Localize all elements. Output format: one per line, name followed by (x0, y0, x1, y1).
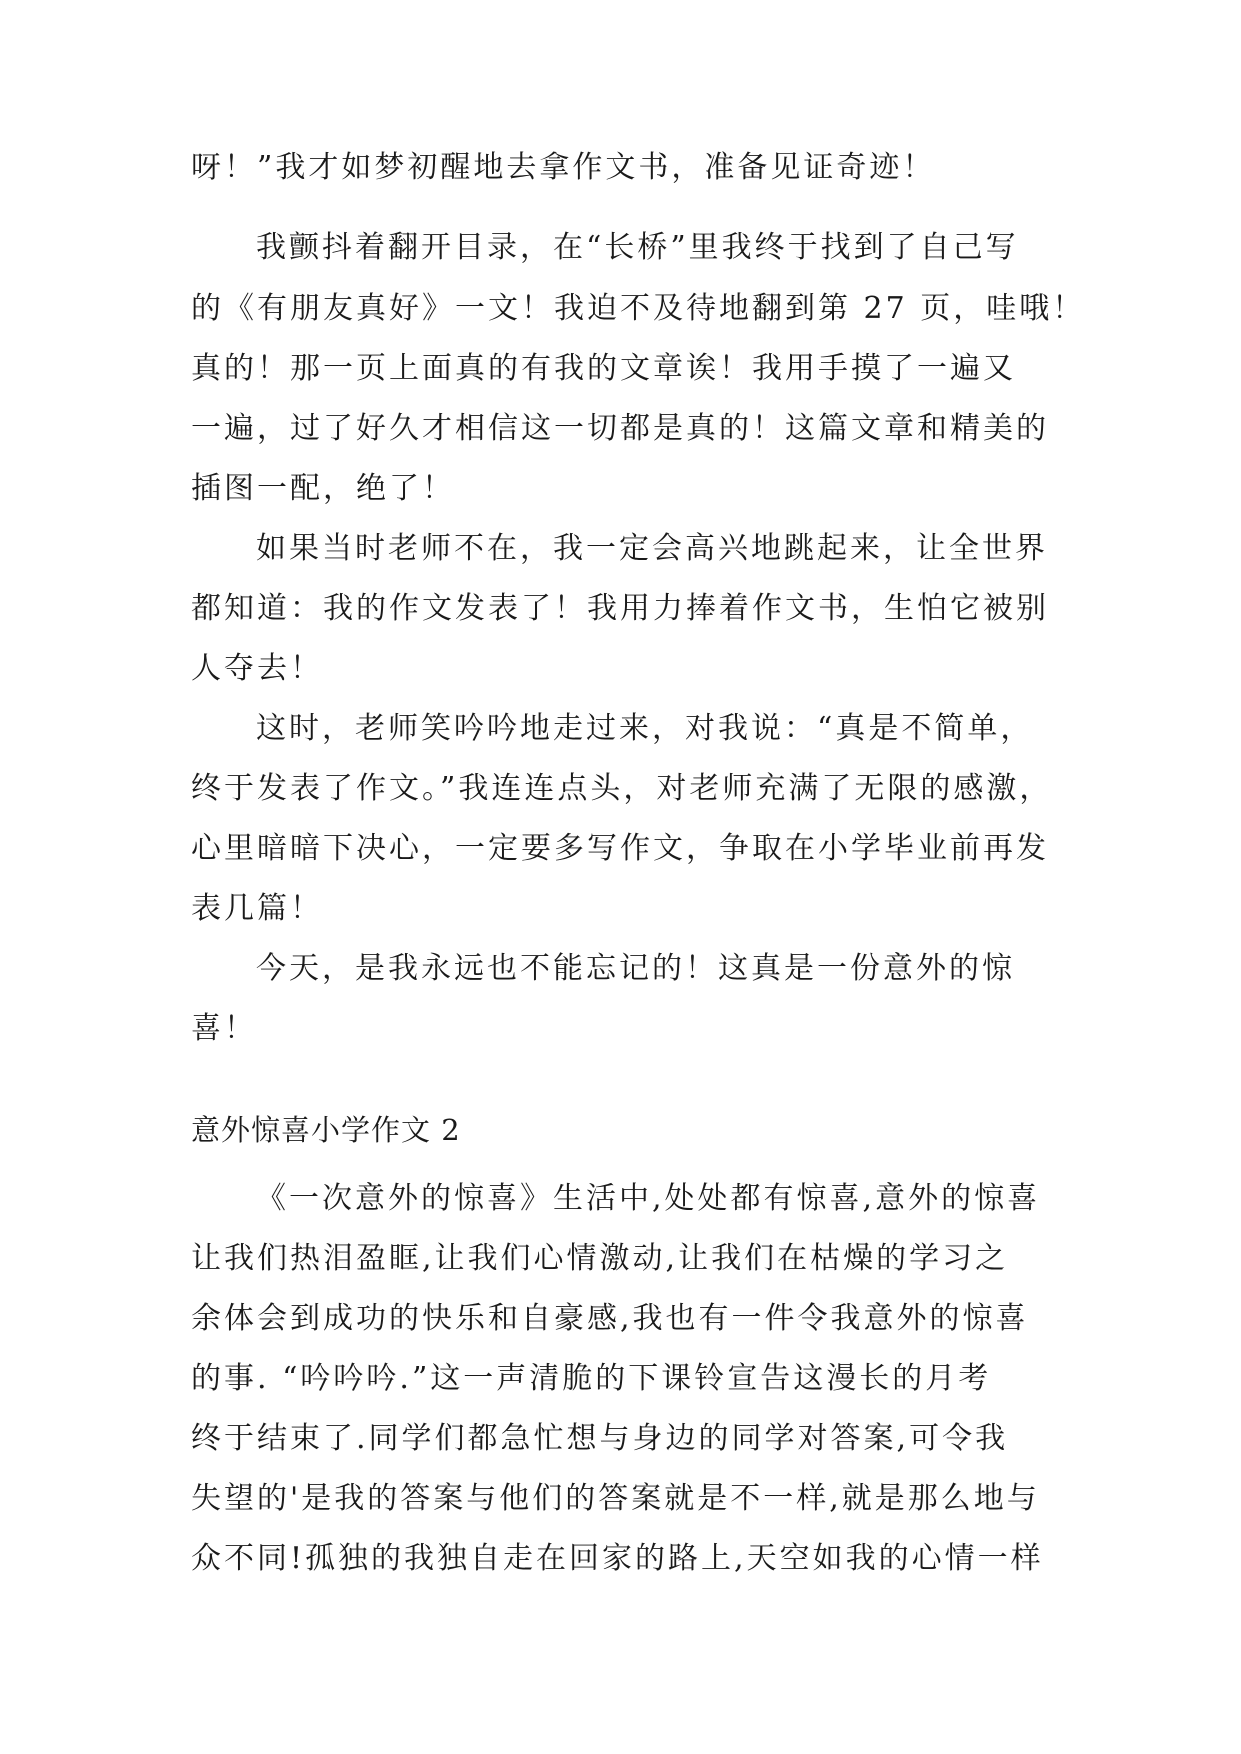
paragraph-line: 失望的'是我的答案与他们的答案就是不一样,就是那么地与 (191, 1481, 1040, 1516)
paragraph-line: 表几篇！ (191, 891, 323, 926)
paragraph-line: 这时，老师笑吟吟地走过来，对我说：“真是不简单， (256, 711, 1034, 746)
paragraph-line: 插图一配，绝了！ (191, 471, 455, 506)
paragraph-line: 呀！”我才如梦初醒地去拿作文书，准备见证奇迹！ (191, 150, 936, 185)
paragraph-line: 余体会到成功的快乐和自豪感,我也有一件令我意外的惊喜 (191, 1301, 1029, 1336)
paragraph-line: 人夺去！ (191, 651, 323, 686)
paragraph-line: 《一次意外的惊喜》生活中,处处都有惊喜,意外的惊喜 (256, 1181, 1041, 1216)
paragraph-line: 真的！那一页上面真的有我的文章诶！我用手摸了一遍又 (191, 351, 1016, 386)
paragraph-line: 如果当时老师不在，我一定会高兴地跳起来，让全世界 (256, 531, 1048, 566)
paragraph-line: 的《有朋友真好》一文！我迫不及待地翻到第 27 页，哇哦！ (191, 291, 1086, 326)
paragraph-line: 终于发表了作文。”我连连点头，对老师充满了无限的感激， (191, 771, 1053, 806)
section-heading: 意外惊喜小学作文 2 (191, 1113, 461, 1147)
paragraph-line: 我颤抖着翻开目录，在“长桥”里我终于找到了自己写 (256, 230, 1019, 265)
paragraph-line: 一遍，过了好久才相信这一切都是真的！这篇文章和精美的 (191, 411, 1049, 446)
paragraph-line: 终于结束了.同学们都急忙想与身边的同学对答案,可令我 (191, 1421, 1009, 1456)
paragraph-line: 让我们热泪盈眶,让我们心情激动,让我们在枯燥的学习之 (191, 1241, 1009, 1276)
paragraph-line: 都知道：我的作文发表了！我用力捧着作文书，生怕它被别 (191, 591, 1049, 626)
paragraph-line: 心里暗暗下决心，一定要多写作文，争取在小学毕业前再发 (191, 831, 1049, 866)
paragraph-line: 众不同!孤独的我独自走在回家的路上,天空如我的心情一样 (191, 1541, 1044, 1576)
paragraph-line: 喜！ (191, 1011, 257, 1046)
paragraph-line: 今天，是我永远也不能忘记的！这真是一份意外的惊 (256, 951, 1015, 986)
paragraph-line: 的事. “吟吟吟.”这一声清脆的下课铃宣告这漫长的月考 (191, 1361, 992, 1396)
